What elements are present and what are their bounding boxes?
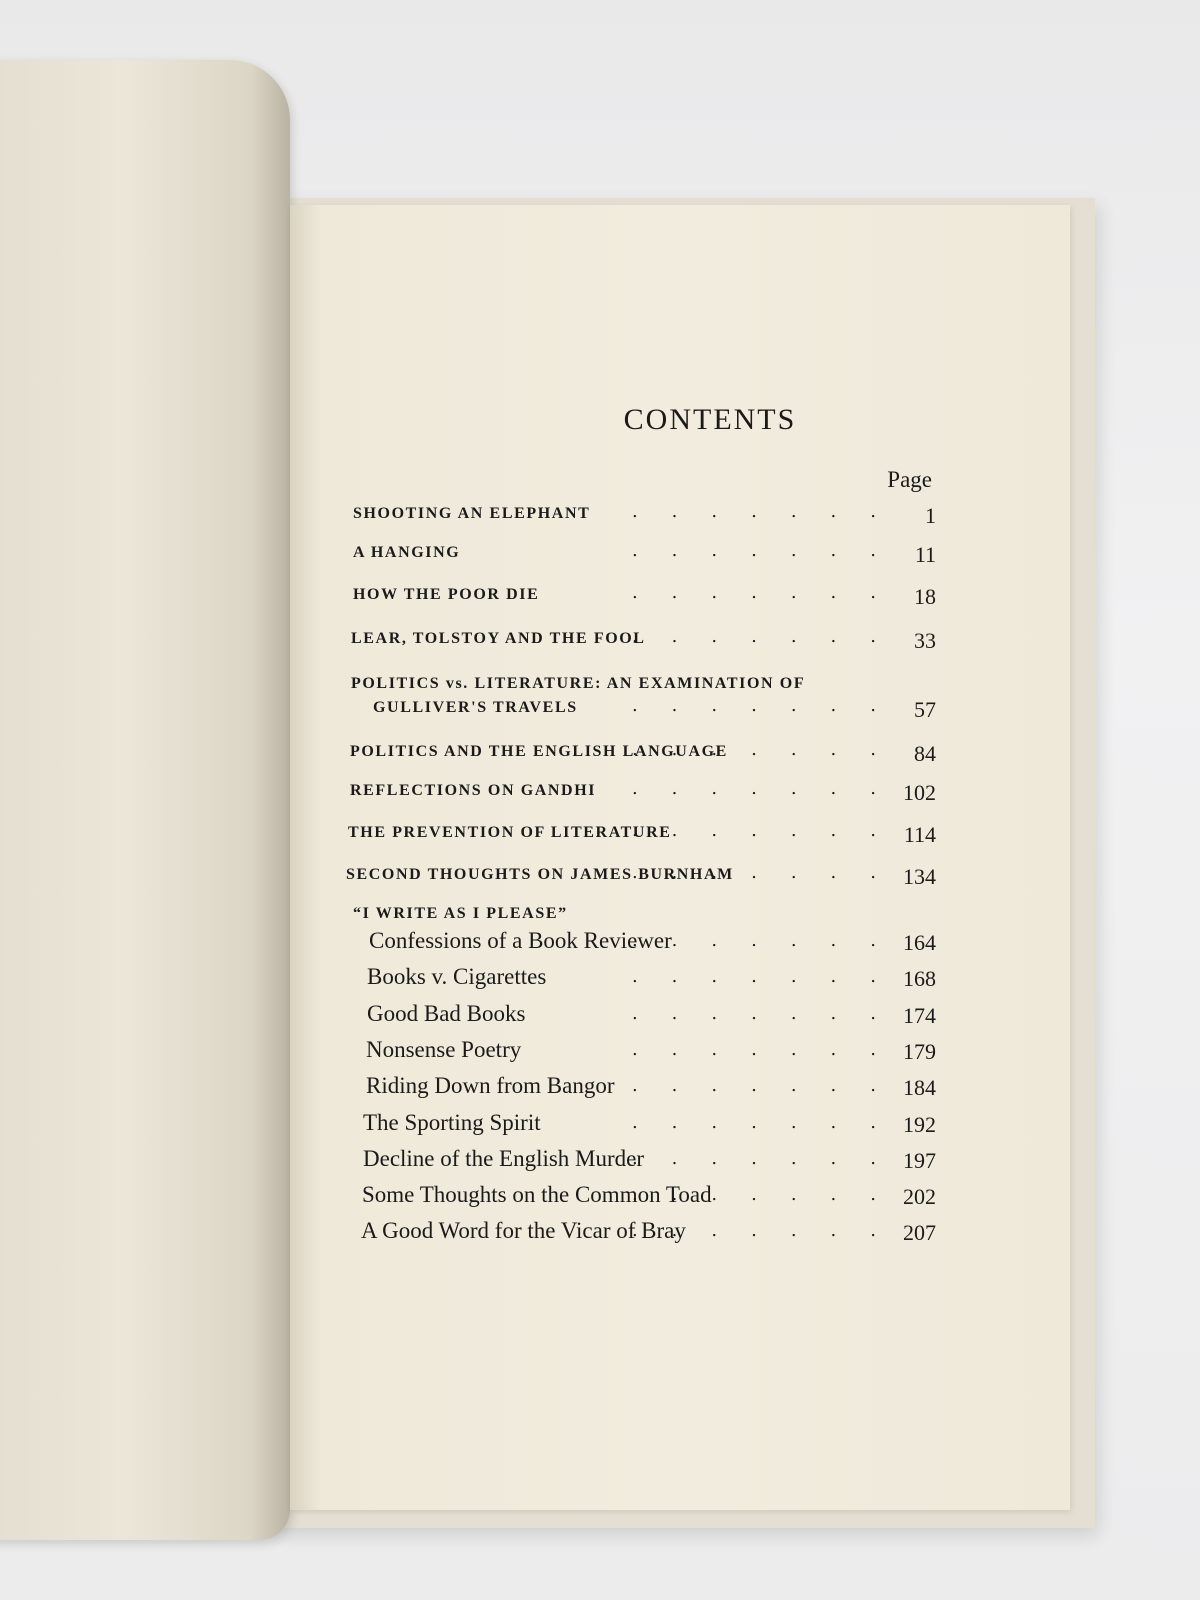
entry-page-number: 18: [914, 584, 936, 609]
dot-leader: .......: [631, 626, 910, 647]
dot-leader: .......: [631, 1038, 910, 1060]
dot-leader: .......: [631, 930, 910, 951]
entry-title: “I WRITE AS I PLEASE”: [353, 905, 568, 922]
subentry-title: Confessions of a Book Reviewer: [369, 928, 672, 953]
subentry-title: The Sporting Spirit: [363, 1109, 541, 1135]
entry-page-number: 33: [914, 628, 936, 653]
entry-title: A HANGING: [353, 544, 461, 561]
page-column-label: Page: [887, 467, 932, 492]
entry-page-number: 1: [925, 503, 936, 528]
subentry-title: Decline of the English Murder: [363, 1145, 645, 1171]
subentry-page-number: 192: [903, 1111, 936, 1137]
dot-leader: .......: [631, 778, 910, 799]
entry-title: POLITICS vs. LITERATURE: AN EXAMINATION OF: [351, 675, 806, 692]
entry-page-number: 57: [914, 697, 936, 722]
entry-page-number: 11: [914, 542, 936, 567]
entry-title: LEAR, TOLSTOY AND THE FOOL: [351, 630, 646, 647]
subentry-title: Nonsense Poetry: [366, 1036, 522, 1062]
subentry-page-number: 184: [903, 1075, 936, 1101]
entry-page-number: 134: [903, 864, 936, 889]
entry-page-number: 102: [903, 780, 936, 805]
subentry-title: A Good Word for the Vicar of Bray: [361, 1218, 686, 1244]
contents-page: [290, 205, 1070, 1510]
subentry-page-number: 164: [903, 930, 936, 955]
subentry-page-number: 197: [903, 1147, 936, 1173]
subentry-page-number: 174: [903, 1002, 936, 1028]
subentry-page-number: 179: [903, 1038, 936, 1064]
entry-page-number: 84: [914, 741, 936, 766]
dot-leader: .......: [631, 540, 910, 561]
subentry-title: Good Bad Books: [367, 1000, 526, 1026]
left-page: [0, 60, 290, 1540]
contents-heading: CONTENTS: [623, 403, 797, 436]
dot-leader: .......: [631, 1075, 910, 1097]
subentry-page-number: 168: [903, 966, 936, 992]
dot-leader: .......: [631, 1184, 910, 1206]
entry-title: THE PREVENTION OF LITERATURE: [348, 824, 672, 841]
dot-leader: .......: [631, 1220, 910, 1242]
subentry-title: Riding Down from Bangor: [366, 1073, 615, 1099]
dot-leader: .......: [631, 1002, 910, 1024]
entry-title: SHOOTING AN ELEPHANT: [353, 505, 591, 522]
subentry-title: Books v. Cigarettes: [367, 964, 547, 990]
dot-leader: .......: [631, 1111, 910, 1133]
subentry-page-number: 207: [903, 1220, 936, 1246]
dot-leader: .......: [631, 1147, 910, 1169]
subentry-title: Some Thoughts on the Common Toad: [362, 1182, 712, 1208]
entry-title: SECOND THOUGHTS ON JAMES BURNHAM: [346, 866, 734, 883]
entry-title-continued: GULLIVER'S TRAVELS: [373, 699, 578, 716]
entry-title: HOW THE POOR DIE: [353, 586, 540, 603]
entry-title: POLITICS AND THE ENGLISH LANGUAGE: [350, 743, 728, 760]
dot-leader: .......: [631, 739, 910, 760]
dot-leader: .......: [631, 695, 910, 716]
subentry-page-number: 202: [903, 1184, 936, 1210]
entry-page-number: 114: [903, 822, 936, 847]
dot-leader: .......: [631, 582, 910, 603]
entry-title: REFLECTIONS ON GANDHI: [350, 782, 597, 799]
dot-leader: .......: [631, 862, 910, 883]
dot-leader: .......: [631, 501, 910, 522]
dot-leader: .......: [631, 820, 910, 841]
dot-leader: .......: [631, 966, 910, 988]
